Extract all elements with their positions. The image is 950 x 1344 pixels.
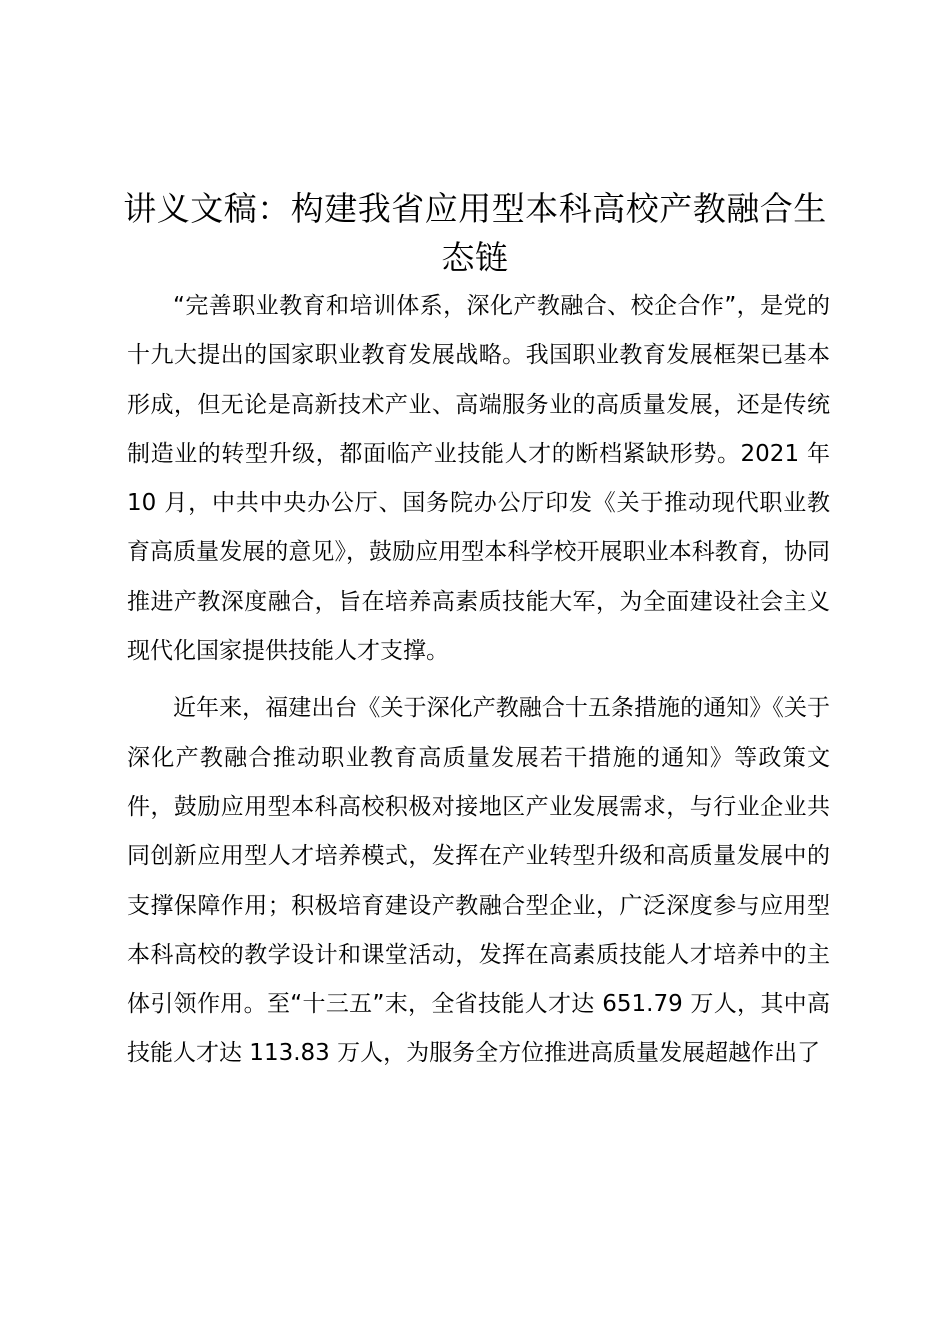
paragraph-2: 近年来，福建出台《关于深化产教融合十五条措施的通知》《关于深化产教融合推动职业教育高质量发展若干措施的通知》等政策文件，鼓励应用型本科高校积极对接地区产业发展需求，与行业企业共同创新应用型人才培养模式，发挥在产业转型升级和高质量发展中的支撑保障作用；积极培育建设产教融合型企业，广泛深度参与应用型本科高校的教学设计和课堂活动，发挥在高素质技能人才培养中的主体引领作用。至“十三五”末，全省技能人才达 651.79 万人，其中高技能人才达 113.83 万人，为服务全方位推进高质量发展超越作出了 bbox=[127, 695, 830, 1067]
document-title: 讲义文稿：构建我省应用型本科高校产教融合生态链 bbox=[123, 189, 827, 277]
document-body bbox=[127, 282, 830, 1087]
paragraph-1: “完善职业教育和培训体系，深化产教融合、校企合作”，是党的十九大提出的国家职业教育发展战略。我国职业教育发展框架已基本形成，但无论是高新技术产业、高端服务业的高质量发展，还是传统制造业的转型升级，都面临产业技能人才的断档紧缺形势。2021 年 10 月，中共中央办公厅、国务院办公厅印发《关于推动现代职业教育高质量发展的意见》，鼓励应用型本科学校开展职业本科教育，协同推进产教深度融合，旨在培养高素质技能大军，为全面建设社会主义现代化国家提供技能人才支撑。 bbox=[127, 293, 830, 665]
